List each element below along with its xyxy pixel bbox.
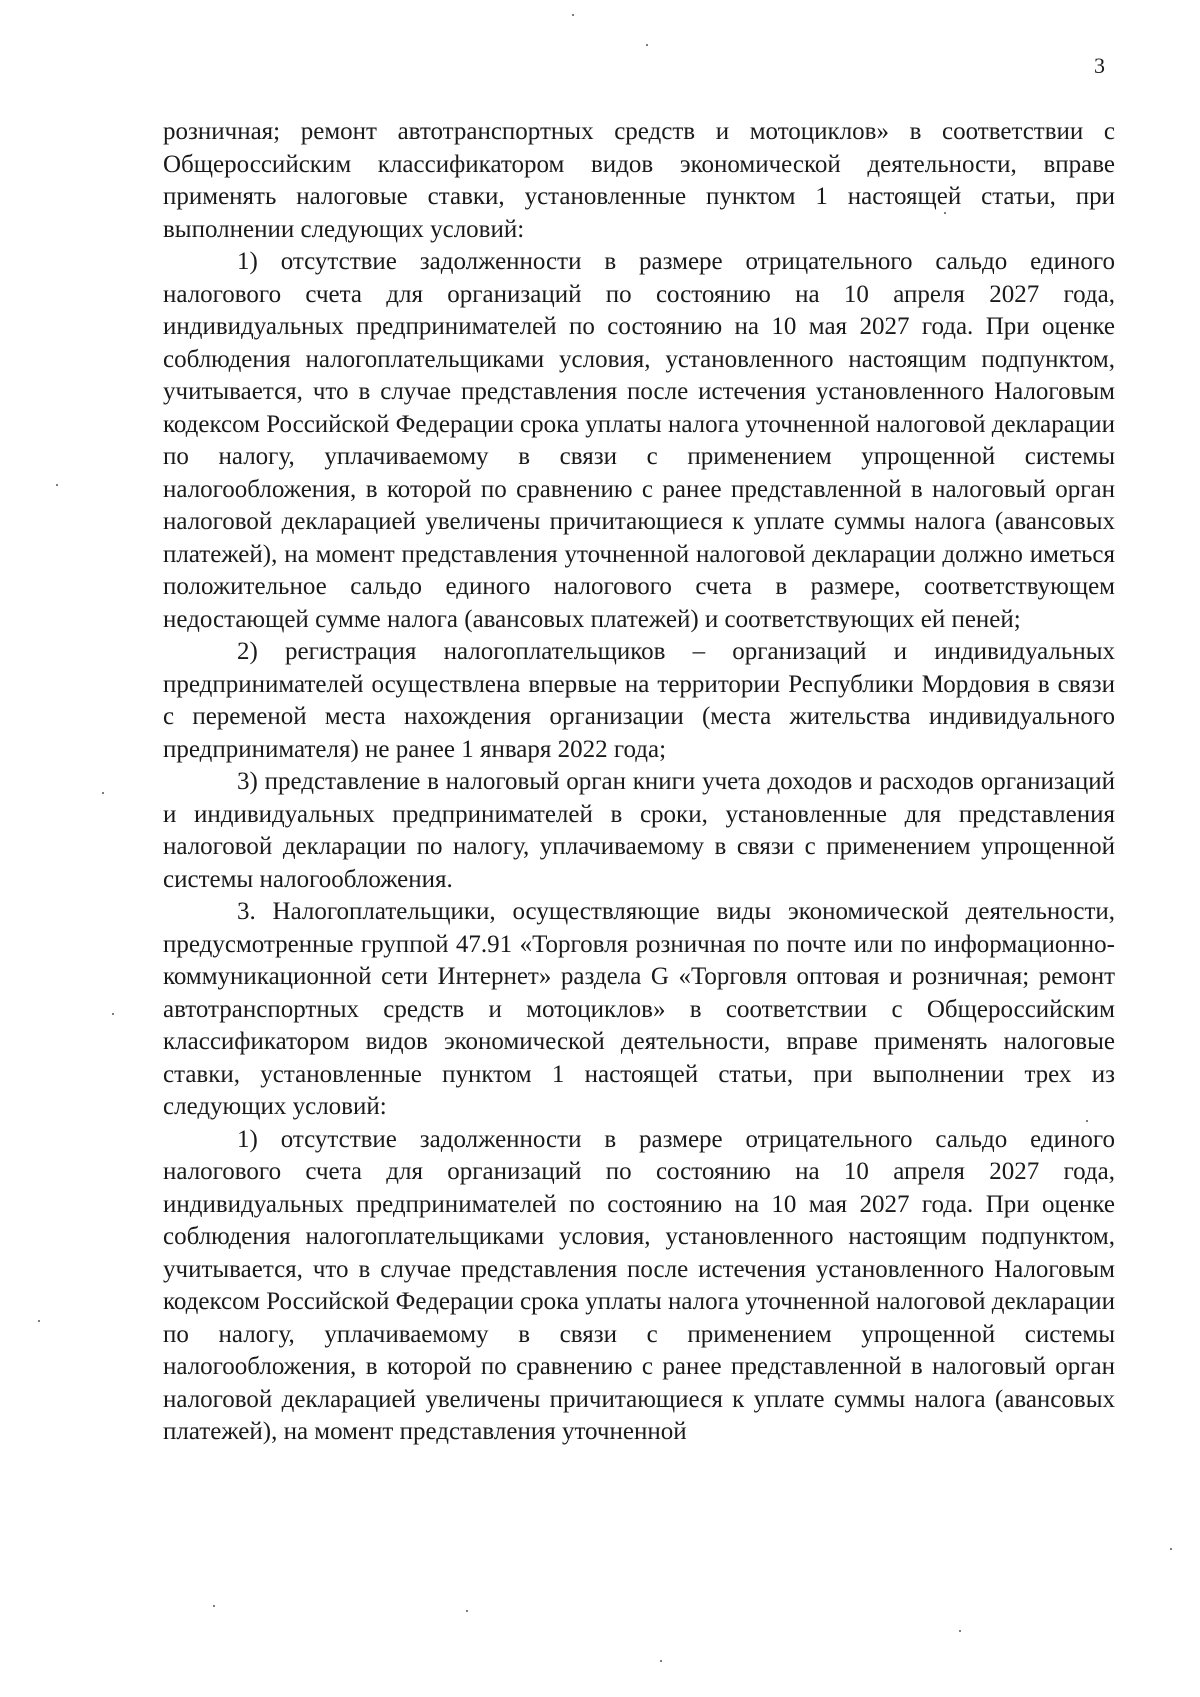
scan-speck — [646, 44, 648, 46]
paragraph-condition-3: 3) представление в налоговый орган книги учета доходов и расходов организаций и индивидуальных предпринимателей в сроки, установленные для представления налоговой декларации по налогу, уплачиваемому в связи с применением упрощенной системы налогообложения. — [163, 768, 1115, 893]
paragraph-condition-2: 2) регистрация налогоплательщиков – организаций и индивидуальных предпринимателей осуществлена впервые на территории Республики Мордовия в связи с переменой места нахождения организации (места жительства индивидуального предпринимателя) не ранее 1 января 2022 года; — [163, 638, 1115, 763]
scan-speck — [959, 1630, 961, 1632]
scan-speck — [56, 484, 58, 486]
scan-speck — [112, 1013, 114, 1015]
scan-speck — [102, 792, 104, 794]
page-number: 3 — [1094, 53, 1105, 78]
document-body — [163, 116, 1115, 1449]
paragraph-clause-3: 3. Налогоплательщики, осуществляющие виды экономической деятельности, предусмотренные группой 47.91 «Торговля розничная по почте или по информационно-коммуникационной сети Интернет» раздела G «Торговля оптовая и розничная; ремонт автотранспортных средств и мотоциклов» в соответствии с Общероссийским классификатором видов экономической деятельности, вправе применять налоговые ставки, установленные пунктом 1 настоящей статьи, при выполнении трех из следующих условий: — [163, 898, 1115, 1120]
scan-speck — [1086, 1120, 1088, 1122]
scan-speck — [1170, 1548, 1172, 1550]
scan-speck — [572, 14, 574, 16]
scan-speck — [38, 1320, 40, 1322]
paragraph-condition-1: 1) отсутствие задолженности в размере отрицательного сальдо единого налогового счета для организаций по состоянию на 10 апреля 2027 года, индивидуальных предпринимателей по состоянию на 10 мая 2027 года. При оценке соблюдения налогоплательщиками условия, установленного настоящим подпунктом, учитывается, что в случае представления после истечения установленного Налоговым кодексом Российской Федерации срока уплаты налога уточненной налоговой декларации по налогу, уплачиваемому в связи с применением упрощенной системы налогообложения, в которой по сравнению с ранее представленной в налоговый орган налоговой декларацией увеличены причитающиеся к уплате суммы налога (авансовых платежей), на момент представления уточненной налоговой декларации должно иметься положительное сальдо единого налогового счета в размере, соответствующем недостающей сумме налога (авансовых платежей) и соответствующих ей пеней; — [163, 248, 1115, 633]
scan-speck — [944, 212, 946, 214]
paragraph-clause-3-condition-1: 1) отсутствие задолженности в размере отрицательного сальдо единого налогового счета для организаций по состоянию на 10 апреля 2027 года, индивидуальных предпринимателей по состоянию на 10 мая 2027 года. При оценке соблюдения налогоплательщиками условия, установленного настоящим подпунктом, учитывается, что в случае представления после истечения установленного Налоговым кодексом Российской Федерации срока уплаты налога уточненной налоговой декларации по налогу, уплачиваемому в связи с применением упрощенной системы налогообложения, в которой по сравнению с ранее представленной в налоговый орган налоговой декларацией увеличены причитающиеся к уплате суммы налога (авансовых платежей), на момент представления уточненной — [163, 1125, 1115, 1445]
scan-speck — [213, 1605, 215, 1607]
scan-speck — [660, 1660, 662, 1662]
paragraph-1-continuation: розничная; ремонт автотранспортных средств и мотоциклов» в соответствии с Общероссийским классификатором видов экономической деятельности, вправе применять налоговые ставки, установленные пунктом 1 настоящей статьи, при выполнении следующих условий: — [163, 118, 1115, 243]
scan-speck — [466, 1610, 468, 1612]
